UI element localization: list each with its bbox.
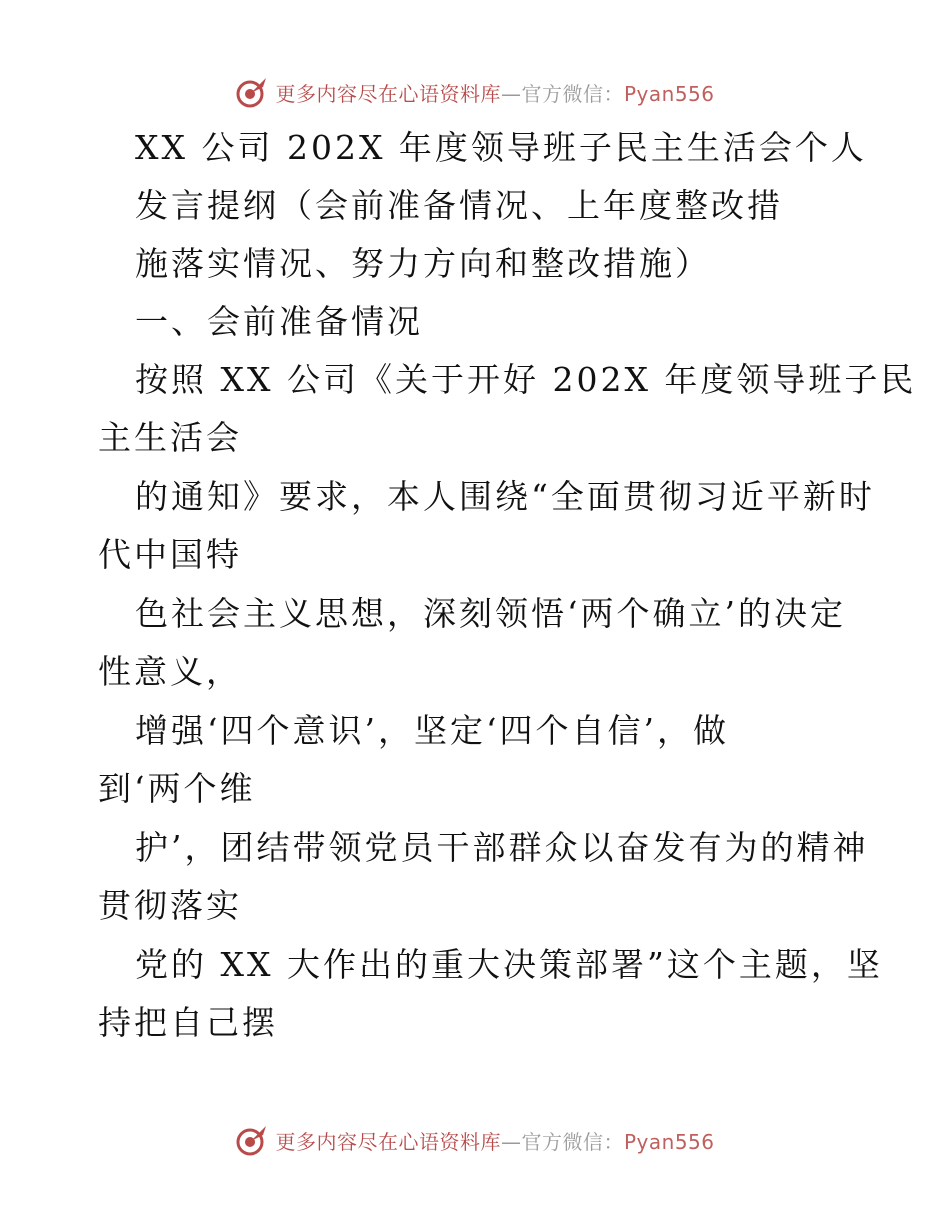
body-line: 持把自己摆: [98, 1003, 278, 1042]
watermark-text: [275, 1126, 714, 1155]
watermark-official: 官方微信：: [521, 1129, 624, 1154]
watermark-main: 更多内容尽在心语资料库: [275, 1129, 501, 1154]
body-line: 到‘两个维: [98, 769, 256, 808]
body-line: 主生活会: [98, 418, 242, 457]
body-line: 党的 XX 大作出的重大决策部署”这个主题，坚: [135, 945, 883, 984]
document-title-line-3: 施落实情况、努力方向和整改措施）: [135, 244, 711, 283]
body-line: 代中国特: [98, 535, 242, 574]
section-heading: 一、会前准备情况: [135, 302, 423, 341]
watermark-text: [275, 78, 714, 107]
watermark-dash: —: [500, 1129, 522, 1154]
body-line: 贯彻落实: [98, 886, 242, 925]
quill-logo-icon: [235, 75, 269, 109]
body-line: 性意义，: [98, 652, 242, 691]
watermark-main: 更多内容尽在心语资料库: [275, 81, 501, 106]
watermark-id: Pyan556: [623, 81, 715, 106]
document-title-line-1: XX 公司 202X 年度领导班子民主生活会个人: [135, 128, 867, 167]
body-line: 按照 XX 公司《关于开好 202X 年度领导班子民: [135, 360, 917, 399]
watermark-dash: —: [500, 81, 522, 106]
body-line: 护’，团结带领党员干部群众以奋发有为的精神: [135, 828, 869, 867]
header-watermark: [0, 72, 950, 112]
body-line: 的通知》要求，本人围绕“全面贯彻习近平新时: [135, 477, 875, 516]
watermark-official: 官方微信：: [521, 81, 624, 106]
document-title-line-2: 发言提纲（会前准备情况、上年度整改措: [135, 186, 783, 225]
watermark-id: Pyan556: [623, 1129, 715, 1154]
footer-watermark: [0, 1120, 950, 1160]
body-line: 增强‘四个意识’，坚定‘四个自信’，做: [135, 711, 729, 750]
quill-logo-icon: [235, 1123, 269, 1157]
body-line: 色社会主义思想，深刻领悟‘两个确立’的决定: [135, 594, 846, 633]
